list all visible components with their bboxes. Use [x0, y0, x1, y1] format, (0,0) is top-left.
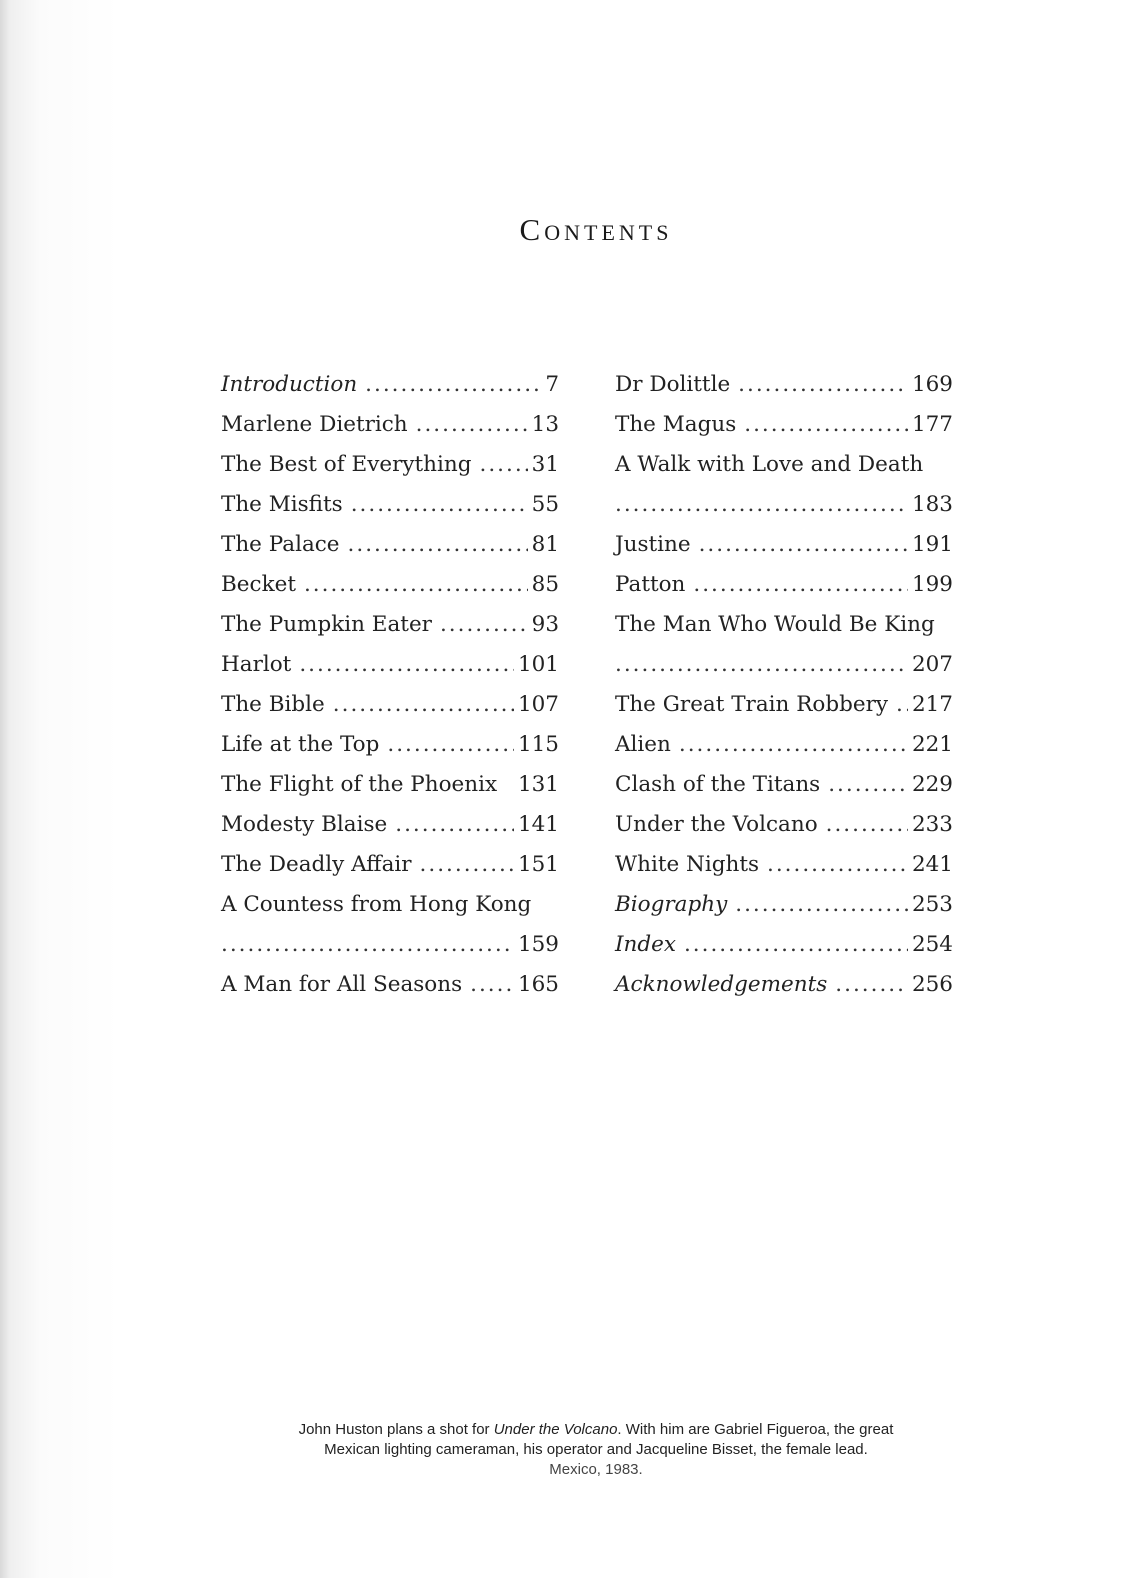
dot-leader — [304, 565, 528, 605]
dot-leader — [896, 685, 908, 725]
toc-entry-page: 199 — [911, 572, 953, 597]
toc-entry-page: 221 — [911, 732, 953, 757]
toc-entry-page: 101 — [517, 652, 559, 677]
toc-entry-title: Dr Dolittle — [615, 372, 731, 397]
toc-entry — [221, 965, 559, 1005]
toc-entry-title: A Walk with Love and Death — [615, 452, 924, 477]
toc-entry-title: Justine — [615, 532, 691, 557]
toc-entry — [615, 725, 953, 765]
toc-entry-title: Clash of the Titans — [615, 772, 821, 797]
dot-leader — [767, 845, 908, 885]
toc-entry-page: 233 — [911, 812, 953, 837]
toc-entry — [221, 845, 559, 885]
caption-text: . With him are Gabriel Figueroa, the great — [617, 1421, 894, 1438]
toc-entry-page: 85 — [531, 572, 559, 597]
toc-entry-title: Marlene Dietrich — [221, 412, 408, 437]
toc-entry — [221, 645, 559, 685]
toc-entry-title: The Flight of the Phoenix — [221, 772, 498, 797]
toc-entry-page: 256 — [911, 972, 953, 997]
toc-entry-title: A Countess from Hong Kong — [221, 892, 532, 917]
dot-leader — [221, 925, 514, 965]
toc-entry — [615, 805, 953, 845]
toc-entry-page: 141 — [517, 812, 559, 837]
toc-entry — [615, 765, 953, 805]
toc-entry — [221, 605, 559, 645]
toc-entry-title: The Deadly Affair — [221, 852, 412, 877]
toc-entry — [615, 405, 953, 445]
toc-entry-title: Alien — [615, 732, 671, 757]
dot-leader — [735, 885, 908, 925]
toc-entry-title: Acknowledgements — [615, 972, 828, 997]
toc-entry-title: The Bible — [221, 692, 325, 717]
toc-entry-page: 159 — [517, 932, 559, 957]
toc-entry-page: 115 — [517, 732, 559, 757]
toc-entry — [615, 565, 953, 605]
toc-entry-page: 7 — [545, 372, 559, 397]
dot-leader — [348, 525, 528, 565]
dot-leader — [365, 365, 541, 405]
dot-leader — [351, 485, 528, 525]
toc-entry-page: 165 — [517, 972, 559, 997]
dot-leader — [738, 365, 908, 405]
toc-entry-title: Index — [615, 932, 676, 957]
dot-leader — [615, 645, 908, 685]
toc-entry-page: 217 — [911, 692, 953, 717]
toc-entry-continuation — [221, 925, 559, 965]
toc-entry-page: 241 — [911, 852, 953, 877]
dot-leader — [395, 805, 514, 845]
dot-leader — [416, 405, 528, 445]
toc-entry — [615, 365, 953, 405]
dot-leader — [744, 405, 908, 445]
caption-film-title: Under the Volcano — [493, 1421, 618, 1438]
dot-leader — [826, 805, 908, 845]
caption-line-3: Mexico, 1983. — [549, 1461, 643, 1478]
dot-leader — [693, 565, 908, 605]
contents-right-column — [615, 365, 953, 1005]
toc-entry-page: 207 — [911, 652, 953, 677]
toc-entry-page: 13 — [531, 412, 559, 437]
toc-entry-title: A Man for All Seasons — [221, 972, 463, 997]
dot-leader — [333, 685, 514, 725]
toc-entry-title: Under the Volcano — [615, 812, 818, 837]
toc-entry-page: 229 — [911, 772, 953, 797]
toc-entry — [615, 605, 953, 645]
dot-leader — [835, 965, 908, 1005]
toc-entry — [615, 925, 953, 965]
toc-entry — [221, 525, 559, 565]
toc-entry-page: 31 — [531, 452, 559, 477]
page-title: Contents — [519, 212, 673, 247]
toc-entry-page: 169 — [911, 372, 953, 397]
toc-entry-continuation — [615, 485, 953, 525]
toc-entry-title: Patton — [615, 572, 686, 597]
toc-entry-page: 151 — [517, 852, 559, 877]
toc-entry — [615, 845, 953, 885]
toc-entry — [221, 885, 559, 925]
toc-entry-title: The Man Who Would Be King — [615, 612, 935, 637]
toc-entry-page: 81 — [531, 532, 559, 557]
toc-entry-page: 253 — [911, 892, 953, 917]
toc-entry-page: 177 — [911, 412, 953, 437]
toc-entry-title: The Best of Everything — [221, 452, 472, 477]
dot-leader — [387, 725, 514, 765]
dot-leader — [440, 605, 528, 645]
toc-entry — [615, 525, 953, 565]
toc-entry-title: The Magus — [615, 412, 737, 437]
toc-entry — [221, 805, 559, 845]
toc-entry — [221, 725, 559, 765]
toc-entry-page: 191 — [911, 532, 953, 557]
caption-line-2: Mexican lighting cameraman, his operator and Jacqueline Bisset, the female lead. — [324, 1441, 868, 1458]
dot-leader — [420, 845, 514, 885]
toc-entry-title: Harlot — [221, 652, 292, 677]
dot-leader — [615, 485, 908, 525]
toc-entry-title: Introduction — [221, 372, 358, 397]
photo-caption — [0, 1420, 1137, 1480]
toc-entry-title: The Palace — [221, 532, 340, 557]
toc-entry — [221, 485, 559, 525]
dot-leader — [299, 645, 514, 685]
toc-entry — [615, 445, 953, 485]
toc-entry — [615, 685, 953, 725]
caption-text: John Huston plans a shot for — [298, 1421, 494, 1438]
toc-entry-title: White Nights — [615, 852, 759, 877]
toc-entry — [221, 765, 559, 805]
toc-entry-title: Modesty Blaise — [221, 812, 388, 837]
toc-entry — [221, 445, 559, 485]
toc-entry — [615, 885, 953, 925]
toc-entry — [221, 565, 559, 605]
toc-entry-page: 131 — [517, 772, 559, 797]
toc-entry-title: Becket — [221, 572, 296, 597]
toc-entry-continuation — [615, 645, 953, 685]
toc-entry-page: 254 — [911, 932, 953, 957]
toc-entry-title: The Pumpkin Eater — [221, 612, 432, 637]
toc-entry — [221, 405, 559, 445]
toc-entry-page: 107 — [517, 692, 559, 717]
toc-entry-page: 55 — [531, 492, 559, 517]
toc-entry-page: 93 — [531, 612, 559, 637]
dot-leader — [470, 965, 514, 1005]
toc-entry-title: Life at the Top — [221, 732, 380, 757]
dot-leader — [684, 925, 908, 965]
contents-left-column — [221, 365, 559, 1005]
toc-entry-page: 183 — [911, 492, 953, 517]
dot-leader — [699, 525, 908, 565]
toc-entry-title: The Great Train Robbery — [615, 692, 889, 717]
dot-leader — [679, 725, 908, 765]
toc-entry — [221, 365, 559, 405]
toc-entry-title: Biography — [615, 892, 728, 917]
dot-leader — [479, 445, 527, 485]
toc-entry — [221, 685, 559, 725]
toc-entry — [615, 965, 953, 1005]
dot-leader — [828, 765, 908, 805]
toc-entry-title: The Misfits — [221, 492, 343, 517]
caption-line-1 — [0, 1420, 1137, 1440]
